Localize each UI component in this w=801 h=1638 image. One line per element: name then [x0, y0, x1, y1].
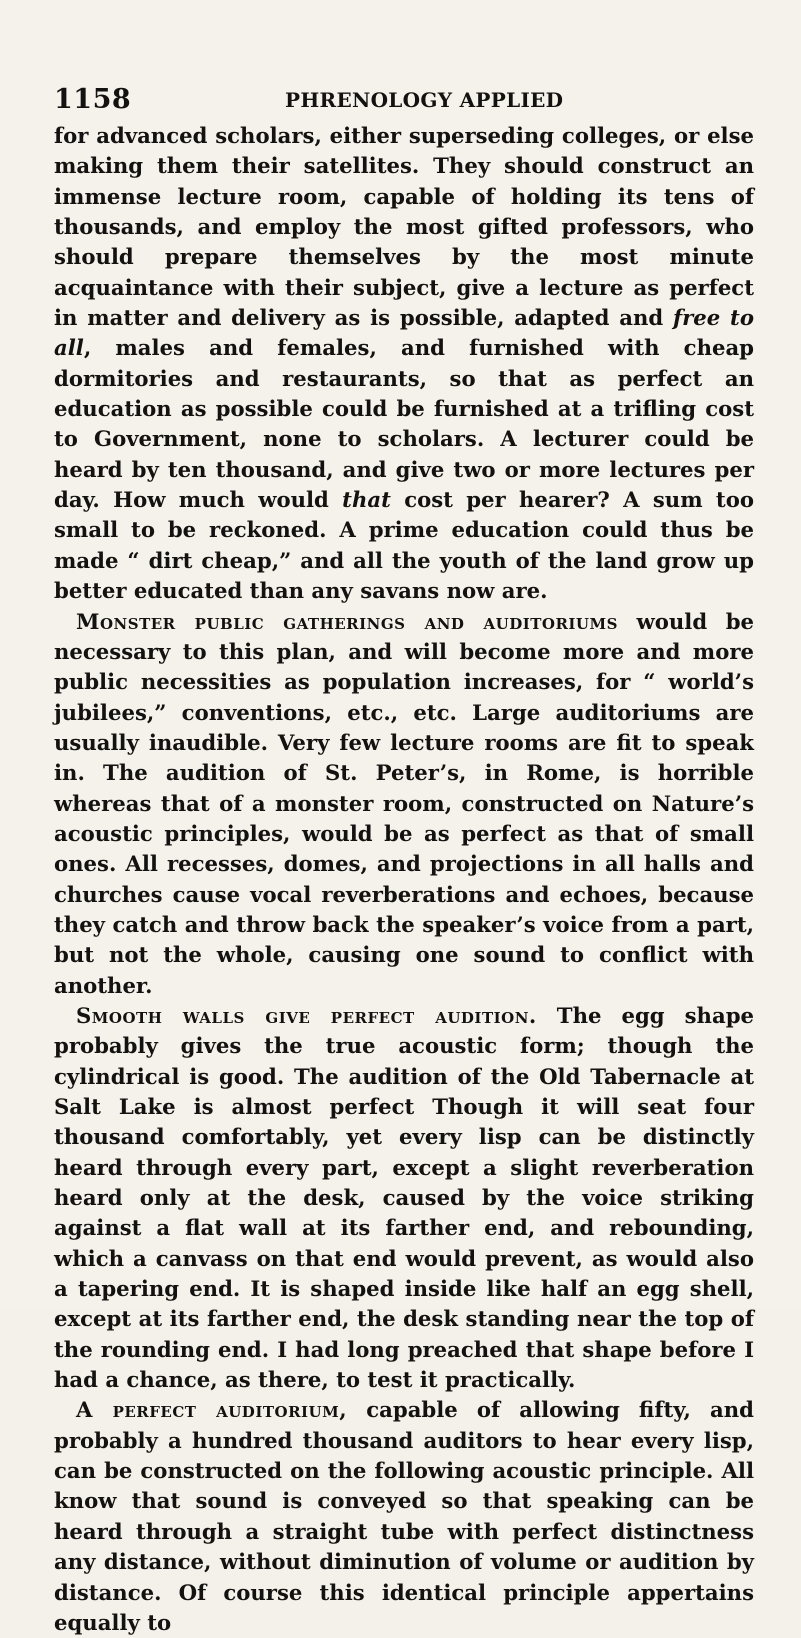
paragraph-1-part-b: , males and females, and furnished with cheap dormitories and restaurants, so that as perfect an education as possible could be furnished at a trifling cost to Government, none to scholars. A lecturer could be heard by ten thousand, and give two or more lectures per day. How much would: [54, 335, 754, 513]
paragraph-3: [54, 1001, 754, 1395]
paragraph-4: [54, 1395, 754, 1638]
paragraph-4-lead: A perfect auditorium,: [76, 1397, 348, 1423]
paragraph-4-text: capable of allowing fifty, and probably a hundred thousand auditors to hear every lisp, can be constructed on the following acoustic principle. All know that sound is conveyed so that speaking can be heard through a straight tube with perfect distinctness any distance, without diminution of volume or audition by distance. Of course this identical principle appertains equally to: [54, 1397, 754, 1635]
paragraph-3-lead: Smooth walls give perfect audition.: [76, 1002, 537, 1028]
paragraph-3-text: The egg shape probably gives the true acoustic form; though the cylindrical is good. The audition of the Old Tabernacle at Salt Lake is almost perfect Though it will seat four thousand comfortably, yet every lisp can be distinctly heard through every part, except a slight reverberation heard only at the desk, caused by the voice striking against a flat wall at its farther end, and rebounding, which a canvass on that end would prevent, as would also a tapering end. It is shaped inside like half an egg shell, except at its farther end, the desk standing near the top of the rounding end. I had long preached that shape before I had a chance, as there, to test it practically.: [54, 1002, 754, 1393]
page-number: 1158: [54, 84, 132, 115]
paragraph-1-italic-free-to-all: free to all: [54, 305, 754, 361]
paragraph-1-part-c: cost per hearer? A sum too small to be reckoned. A prime education could thus be made “ dirt cheap,” and all the youth of the land grow up better educated than any savans now are.: [54, 487, 754, 604]
page-header: [54, 84, 754, 114]
paragraph-1-italic-that: that: [342, 487, 391, 513]
paragraph-1-part-a: for advanced scholars, either superseding colleges, or else making them their satellites. They should construct an immense lecture room, capable of holding its tens of thousands, and employ the most gifted professors, who should prepare themselves by the most minute acquaintance with their subject, give a lecture as perfect in matter and delivery as is possible, adapted and: [54, 123, 754, 331]
running-head: PHRENOLOGY APPLIED: [285, 88, 564, 112]
paragraph-2-text: would be necessary to this plan, and will become more and more public necessities as population increases, for “ world’s jubilees,” conventions, etc., etc. Large auditoriums are usually inaudible. Very few lecture rooms are fit to speak in. The audition of St. Peter’s, in Rome, is horrible whereas that of a monster room, constructed on Nature’s acoustic principles, would be as perfect as that of small ones. All recesses, domes, and projections in all halls and churches cause vocal reverberations and echoes, because they catch and throw back the speaker’s voice from a part, but not the whole, causing one sound to conflict with another.: [54, 608, 754, 998]
paragraph-1: [54, 121, 754, 607]
paragraph-2-lead: Monster public gatherings and auditoriums: [76, 608, 618, 634]
paragraph-2: [54, 607, 754, 1001]
body-text: [54, 121, 754, 1638]
